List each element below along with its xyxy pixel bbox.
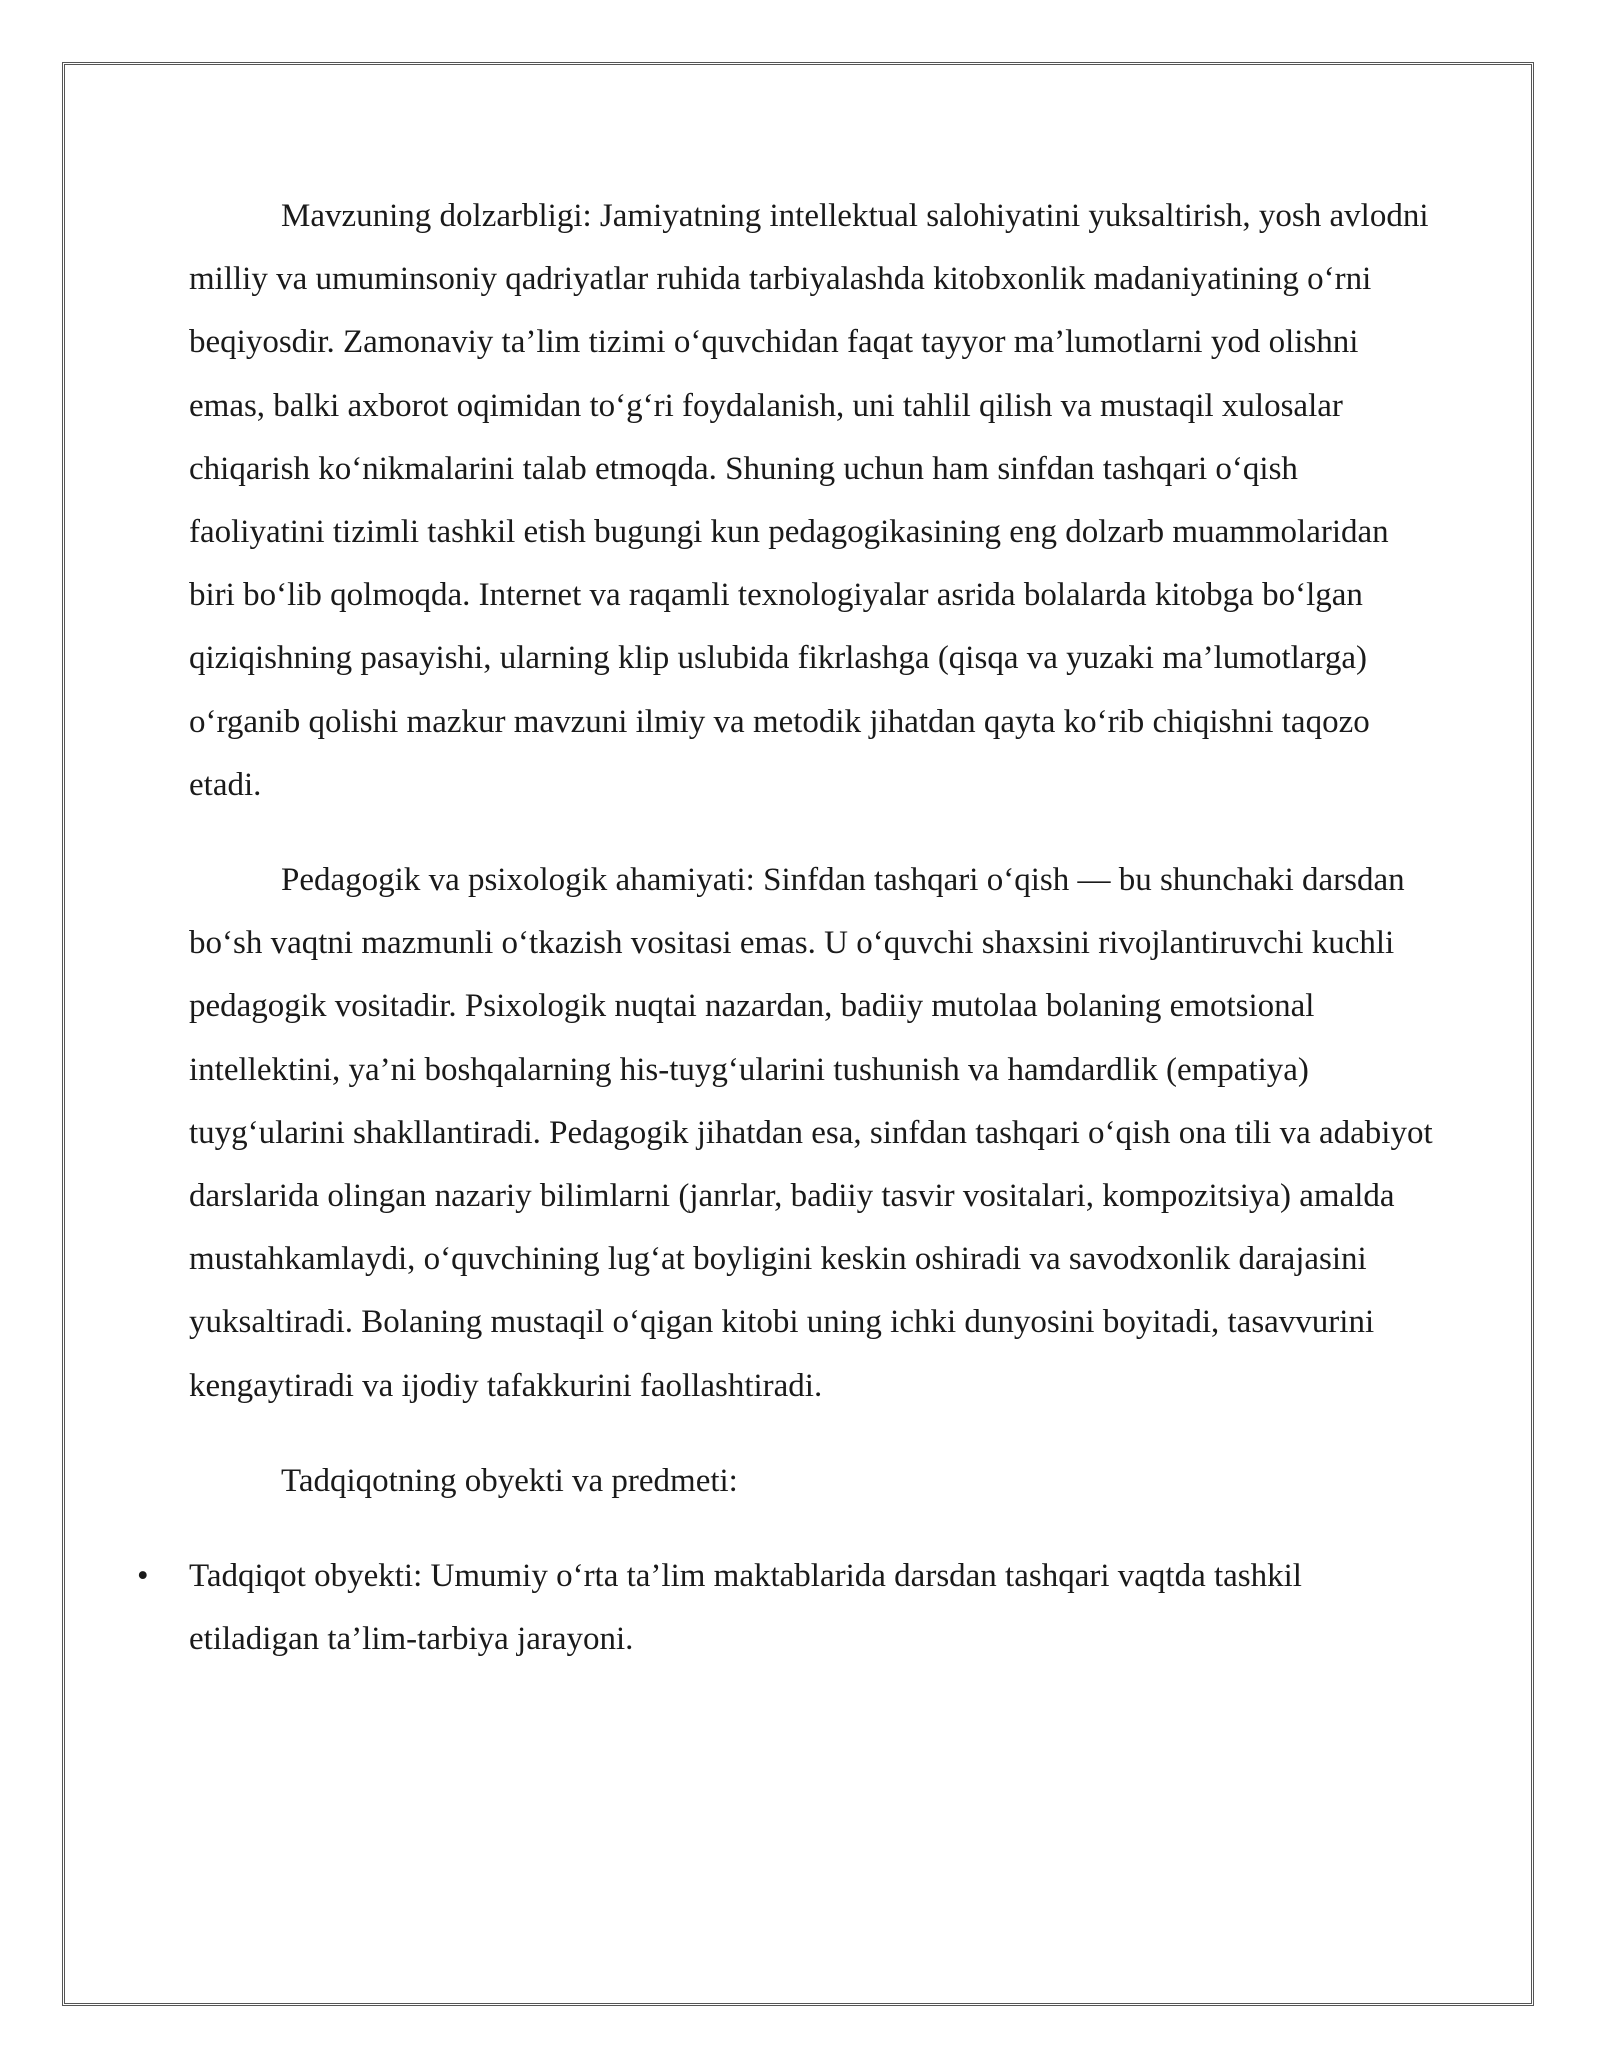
paragraph-significance: Pedagogik va psixologik ahamiyati: Sinfdan tashqari o‘qish — bu shunchaki darsdan bo‘sh vaqtni mazmunli o‘tkazish vositasi emas. U o‘quvchi shaxsini rivojlantiruvchi kuchli pedagogik vositadir. Psixologik nuqtai nazardan, badiiy mutolaa bolaning emotsional intellektini, ya’ni boshqalarning his-tuyg‘ularini tushunish va hamdardlik (empatiya) tuyg‘ularini shakllantiradi. Pedagogik jihatdan esa, sinfdan tashqari o‘qish ona tili va adabiyot darslarida olingan nazariy bilimlarni (janrlar, badiiy tasvir vositalari, kompozitsiya) amalda mustahkamlaydi, o‘quvchining lug‘at boyligini keskin oshiradi va savodxonlik darajasini yuksaltiradi. Bolaning mustaqil o‘qigan kitobi uning ichki dunyosini boyitadi, tasavvurini kengaytiradi va ijodiy tafakkurini faollashtiradi. [189,862,1433,1404]
paragraph-relevance: Mavzuning dolzarbligi: Jamiyatning intellektual salohiyatini yuksaltirish, yosh avlodni milliy va umuminsoniy qadriyatlar ruhida tarbiyalashda kitobxonlik madaniyatining o‘rni beqiyosdir. Zamonaviy ta’lim tizimi o‘quvchidan faqat tayyor ma’lumotlarni yod olishni emas, balki axborot oqimidan to‘g‘ri foydalanish, uni tahlil qilish va mustaqil xulosalar chiqarish ko‘nikmalarini talab etmoqda. Shuning uchun ham sinfdan tashqari o‘qish faoliyatini tizimli tashkil etish bugungi kun pedagogikasining eng dolzarb muammolaridan biri bo‘lib qolmoqda. Internet va raqamli texnologiyalar asrida bolalarda kitobga bo‘lgan qiziqishning pasayishi, ularning klip uslubida fikrlashga (qisqa va yuzaki ma’lumotlarga) o‘rganib qolishi mazkur mavzuni ilmiy va metodik jihatdan qayta ko‘rib chiqishni taqozo etadi. [189,198,1429,803]
document-body [137,185,1433,1671]
bullet-marker: • [137,1558,149,1595]
paragraph-object-subject-heading: Tadqiqotning obyekti va predmeti: [281,1462,738,1499]
list-item-text: Tadqiqot obyekti: Umumiy o‘rta ta’lim maktablarida darsdan tashqari vaqtda tashkil etiladigan ta’lim-tarbiya jarayoni. [189,1558,1302,1658]
list-item [137,1545,1433,1671]
bullet-list [137,1545,1433,1671]
